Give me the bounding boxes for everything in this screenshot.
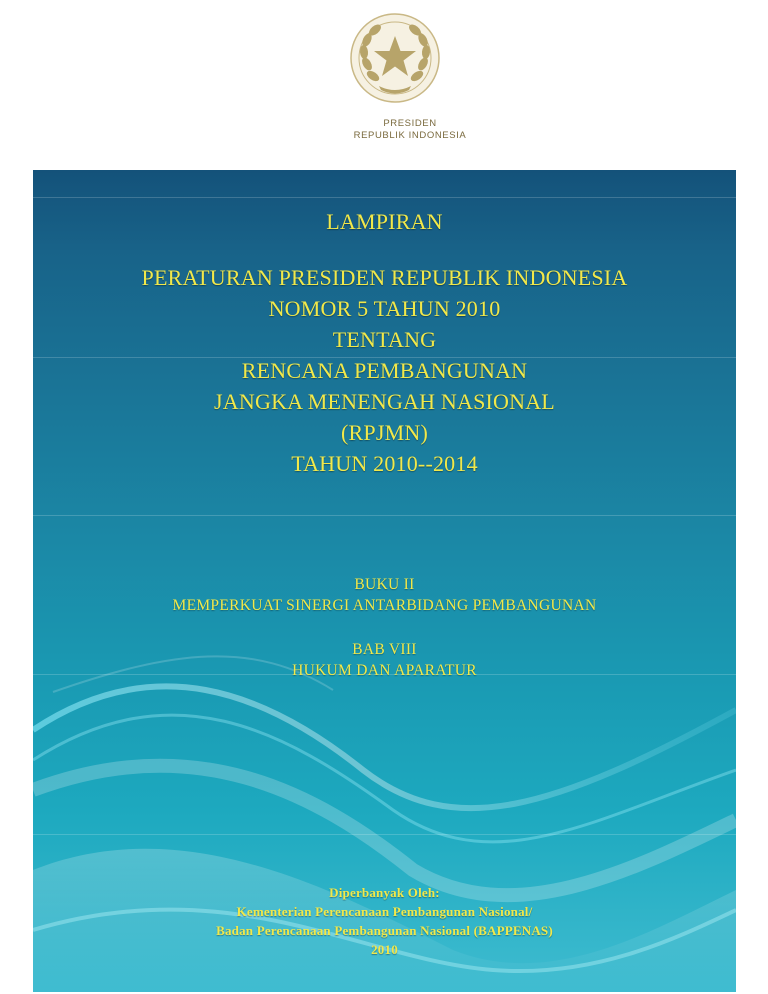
regulation-title-block [33, 262, 736, 479]
page-header [0, 0, 768, 168]
cover-panel [33, 170, 736, 992]
chapter-block [33, 639, 736, 681]
divider-line [33, 197, 736, 198]
title-line: PERATURAN PRESIDEN REPUBLIK INDONESIA [141, 265, 628, 290]
book-block [33, 574, 736, 616]
publisher-block [33, 883, 736, 959]
presidential-seal-icon [349, 12, 441, 104]
publisher-line: Badan Perencanaan Pembangunan Nasional (BAPPENAS) [216, 923, 553, 938]
chapter-label: BAB VIII [352, 641, 417, 658]
title-line: TENTANG [332, 327, 437, 352]
publisher-line: Diperbanyak Oleh: [329, 885, 440, 900]
emblem-caption-line1: PRESIDEN [383, 118, 437, 129]
title-line: (RPJMN) [341, 420, 428, 445]
publication-year: 2010 [371, 942, 398, 957]
publisher-line: Kementerian Perencanaan Pembangunan Nasional/ [236, 904, 533, 919]
emblem-caption-line2: REPUBLIK INDONESIA [353, 130, 467, 141]
chapter-title: HUKUM DAN APARATUR [292, 662, 477, 679]
title-line: NOMOR 5 TAHUN 2010 [268, 296, 501, 321]
title-line: RENCANA PEMBANGUNAN [241, 358, 528, 383]
lampiran-heading-block [33, 206, 736, 237]
title-line: TAHUN 2010--2014 [291, 451, 478, 476]
book-title: MEMPERKUAT SINERGI ANTARBIDANG PEMBANGUNAN [172, 597, 597, 614]
divider-line [33, 515, 736, 516]
divider-line [33, 834, 736, 835]
title-line: JANGKA MENENGAH NASIONAL [214, 389, 555, 414]
book-label: BUKU II [354, 576, 415, 593]
lampiran-heading: LAMPIRAN [326, 209, 443, 234]
